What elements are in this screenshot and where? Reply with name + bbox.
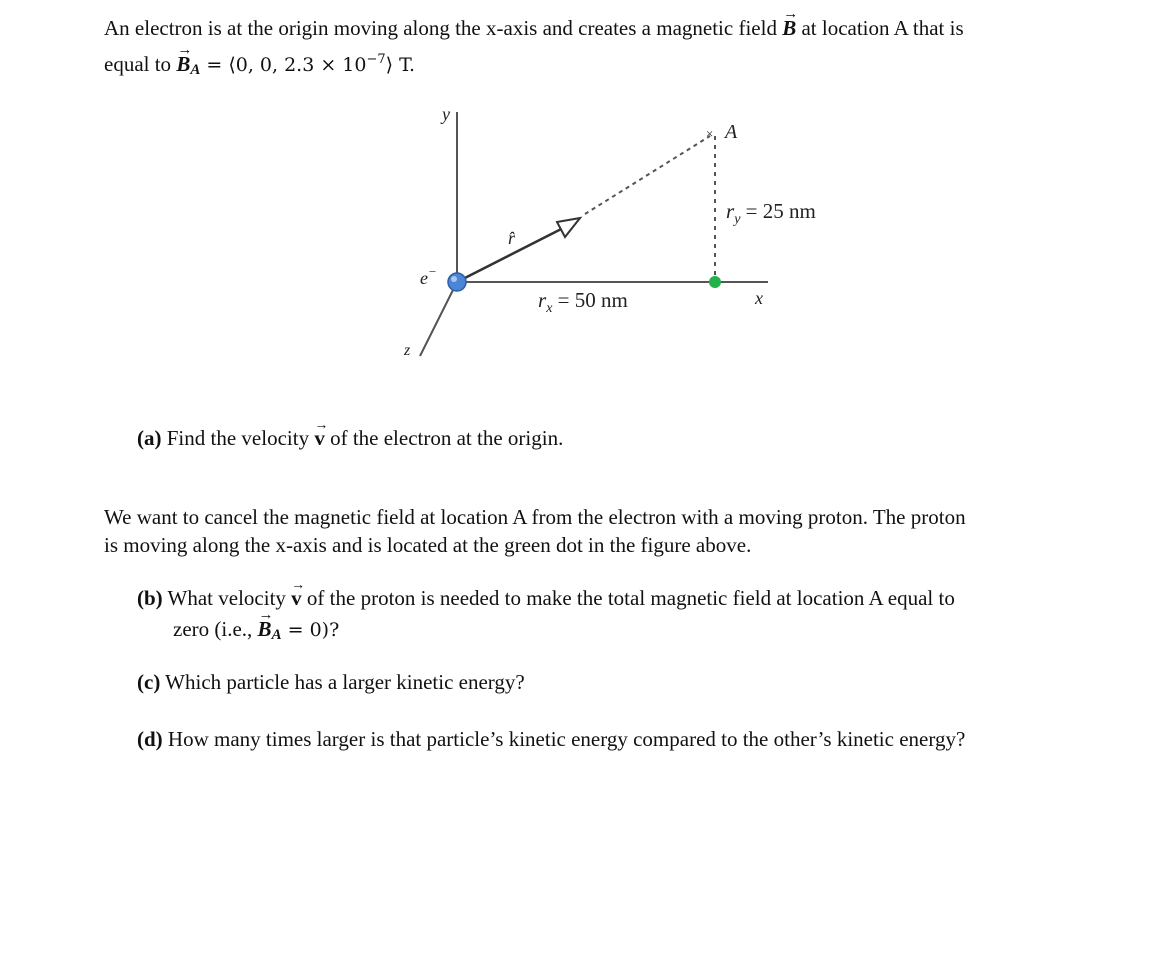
dashed-line-to-a bbox=[585, 136, 710, 214]
ry-value: = 25 nm bbox=[740, 199, 816, 223]
field-equation: = ⟨0, 0, 2.3 × 10 bbox=[200, 54, 367, 76]
question-d bbox=[137, 724, 1077, 755]
ry-r: r bbox=[726, 199, 735, 223]
question-d-text: How many times larger is that particle’s kinetic energy compared to the other’s kinetic energy? bbox=[162, 727, 966, 751]
field-equation-end: ⟩ T. bbox=[385, 54, 416, 76]
cancel-paragraph bbox=[104, 503, 1104, 559]
electron-letter: e bbox=[420, 268, 428, 288]
intro-text-1: An electron is at the origin moving along the x-axis and creates a magnetic field bbox=[104, 16, 783, 40]
a-point-label: A bbox=[725, 121, 738, 143]
rx-sub: x bbox=[546, 301, 553, 316]
x-axis-label: x bbox=[755, 288, 763, 308]
rx-r: r bbox=[538, 288, 547, 312]
ba-subscript-b: A bbox=[271, 627, 282, 643]
intro-paragraph bbox=[104, 13, 1104, 86]
field-exponent: −7 bbox=[366, 52, 386, 67]
v-vector-symbol-b: → v bbox=[291, 583, 302, 614]
ba-subscript: A bbox=[190, 62, 201, 78]
z-axis-line bbox=[420, 282, 457, 356]
rx-label bbox=[538, 288, 628, 316]
rx-value: = 50 nm bbox=[552, 288, 628, 312]
rhat-arrowhead bbox=[557, 218, 580, 237]
question-d-label: (d) bbox=[137, 727, 163, 751]
question-a-label: (a) bbox=[137, 426, 162, 450]
question-a-text-2: of the electron at the origin. bbox=[324, 426, 564, 450]
b-vector-symbol: → B bbox=[782, 13, 796, 44]
question-b-line2-prefix: zero (i.e., bbox=[173, 617, 258, 641]
rhat-arrow-shaft bbox=[457, 222, 575, 282]
ba-vector-symbol: → B bbox=[176, 49, 190, 80]
question-b-text-2: of the proton is needed to make the total magnetic field at location A equal to bbox=[301, 586, 955, 610]
proton-green-dot bbox=[709, 276, 721, 288]
cancel-line-2: is moving along the x-axis and is located at the green dot in the figure above. bbox=[104, 533, 752, 557]
intro-text-2: at location A that is bbox=[796, 16, 964, 40]
electron-label bbox=[420, 264, 437, 288]
ry-label bbox=[726, 199, 816, 227]
question-b-line2-suffix: = 0)? bbox=[281, 619, 340, 641]
electron-highlight bbox=[451, 276, 457, 282]
cancel-line-1: We want to cancel the magnetic field at location A from the electron with a moving proton. The proton bbox=[104, 505, 966, 529]
ba-vector-symbol-b: → B bbox=[258, 614, 272, 645]
y-axis-label: y bbox=[442, 104, 450, 124]
question-b-text-1: What velocity bbox=[162, 586, 292, 610]
question-c-label: (c) bbox=[137, 670, 161, 694]
physics-diagram bbox=[380, 100, 860, 370]
z-axis-label: z bbox=[404, 342, 411, 359]
question-b-line-2 bbox=[137, 614, 1057, 651]
rhat-label: r̂ bbox=[508, 228, 516, 248]
question-c bbox=[137, 667, 1037, 698]
v-vector-symbol-a: → v bbox=[314, 423, 325, 454]
question-a bbox=[137, 423, 1037, 454]
question-b bbox=[137, 583, 1057, 651]
ry-sub: y bbox=[734, 212, 741, 227]
intro-line2-prefix: equal to bbox=[104, 52, 177, 76]
question-c-text: Which particle has a larger kinetic energy? bbox=[160, 670, 525, 694]
electron-dot bbox=[448, 273, 466, 291]
electron-charge: − bbox=[428, 264, 437, 279]
question-b-label: (b) bbox=[137, 586, 163, 610]
a-point-marker: × bbox=[706, 126, 714, 141]
question-a-text-1: Find the velocity bbox=[161, 426, 315, 450]
